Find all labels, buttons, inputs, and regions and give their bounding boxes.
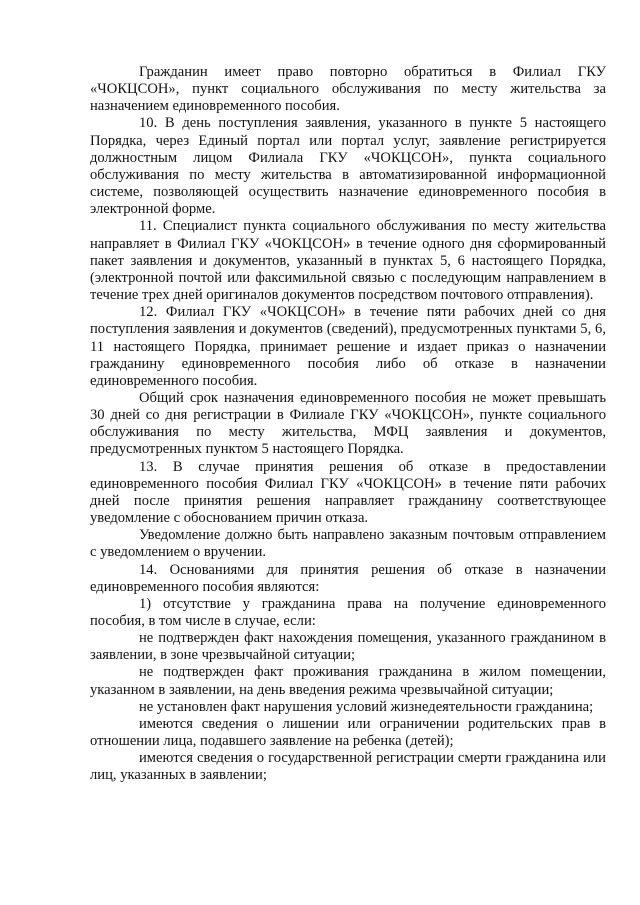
paragraph: 1) отсутствие у гражданина права на получение единовременного пособия, в том числе в случае, если: — [90, 595, 606, 629]
paragraph: Общий срок назначения единовременного пособия не может превышать 30 дней со дня регистрации в Филиале ГКУ «ЧОКЦСОН», пункте социального обслуживания по месту жительства, МФЦ заявления и документов, предусмотренных пунктом 5 настоящего Порядка. — [90, 389, 606, 458]
paragraph: Гражданин имеет право повторно обратиться в Филиал ГКУ «ЧОКЦСОН», пункт социального обслуживания по месту жительства за назначением единовременного пособия. — [90, 64, 606, 115]
paragraph: имеются сведения о лишении или ограничении родительских прав в отношении лица, подавшего заявление на ребенка (детей); — [90, 715, 606, 750]
paragraph: Уведомление должно быть направлено заказным почтовым отправлением с уведомлением о вручении. — [90, 527, 606, 561]
paragraph: 14. Основаниями для принятия решения об отказе в назначении единовременного пособия являются: — [90, 561, 606, 595]
paragraph: не установлен факт нарушения условий жизнедеятельности гражданина; — [139, 698, 594, 715]
paragraph: 10. В день поступления заявления, указанного в пункте 5 настоящего Порядка, через Единый портал или портал услуг, заявление регистрируется должностным лицом Филиала ГКУ «ЧОКЦСОН», пункта социального обслуживания по месту жительства в автоматизированной информационной системе, позволяющей осуществить назначение единовременного пособия в электронной форме. — [90, 115, 606, 218]
paragraph: не подтвержден факт проживания гражданина в жилом помещении, указанном в заявлении, на день введения режима чрезвычайной ситуации; — [90, 664, 606, 698]
document-body — [90, 64, 606, 785]
paragraph: 11. Специалист пункта социального обслуживания по месту жительства направляет в Филиал ГКУ «ЧОКЦСОН» в течение одного дня сформированный пакет заявления и документов, указанный в пунктах 5, 6 настоящего Порядка, (электронной почтой или факсимильной связью с последующим направлением в течение трех дней оригиналов документов посредством почтового отправления). — [90, 218, 606, 304]
paragraph: 13. В случае принятия решения об отказе в предоставлении единовременного пособия Филиал ГКУ «ЧОКЦСОН» в течение пяти рабочих дней после принятия решения направляет гражданину соответствующее уведомление с обоснованием причин отказа. — [90, 458, 606, 527]
paragraph: имеются сведения о государственной регистрации смерти гражданина или лиц, указанных в заявлении; — [90, 750, 606, 784]
paragraph: 12. Филиал ГКУ «ЧОКЦСОН» в течение пяти рабочих дней со дня поступления заявления и документов (сведений), предусмотренных пунктами 5, 6, 11 настоящего Порядка, принимает решение и издает приказ о назначении гражданину единовременного пособия либо об отказе в назначении единовременного пособия. — [90, 304, 606, 389]
paragraph: не подтвержден факт нахождения помещения, указанного гражданином в заявлении, в зоне чрезвычайной ситуации; — [90, 630, 606, 664]
